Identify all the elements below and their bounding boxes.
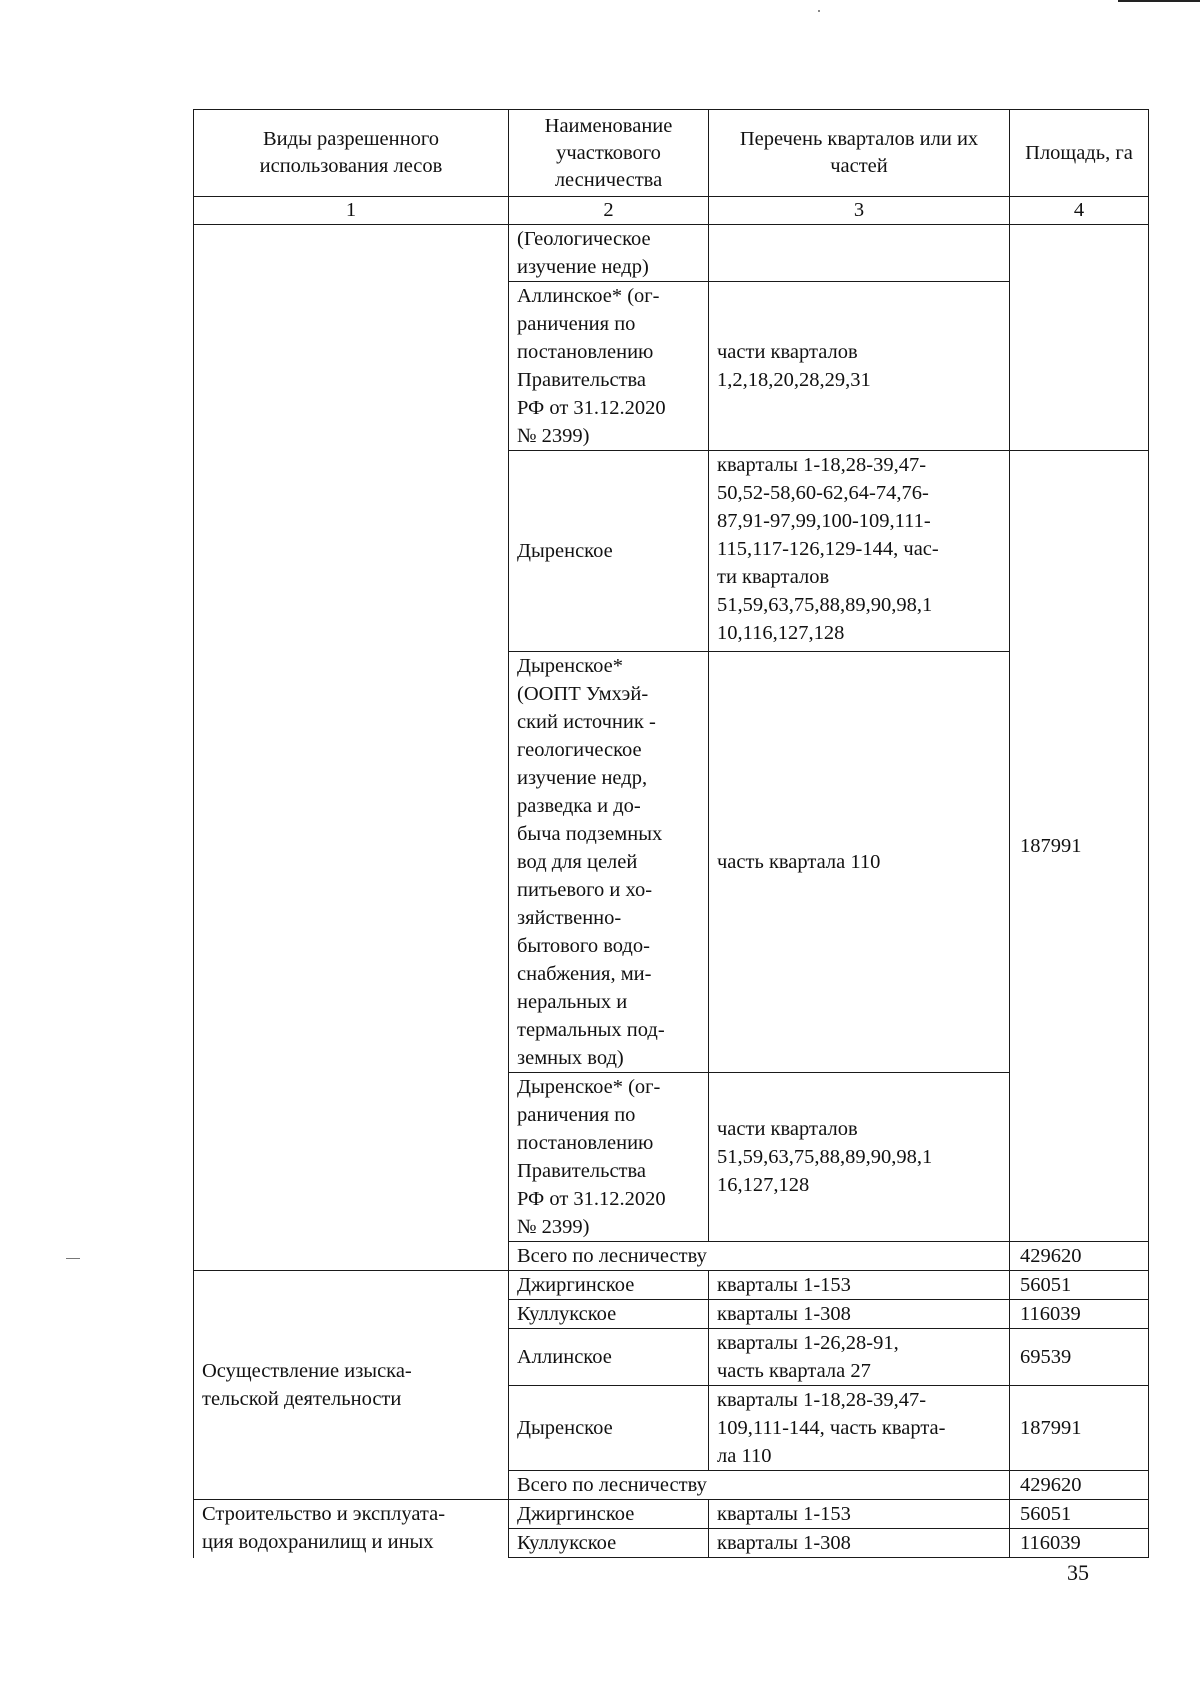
quarters-cell: кварталы 1-18,28-39,47- 50,52-58,60-62,64-74,76- 87,91-97,99,100-109,111- 115,117-126,129-144, час- ти кварталов 51,59,63,75,88,89,90,98,1 10,116,127,128 xyxy=(709,451,1010,652)
table-row xyxy=(194,1500,1149,1529)
use-type-cell: Осуществление изыска- тельской деятельности xyxy=(194,1271,509,1500)
total-label: Всего по лесничеству xyxy=(509,1242,1010,1271)
area-cell: 56051 xyxy=(1010,1271,1149,1300)
use-type-cell: Строительство и эксплуата- ция водохранилищ и иных xyxy=(194,1500,509,1558)
forestry-cell: Дыренское* (ООПТ Умхэй- ский источник - геологическое изучение недр, разведка и до- быча подземных вод для целей питьевого и хо- зяйственно- бытового водо- снабжения, ми- неральных и термальных под- земных вод) xyxy=(509,652,709,1073)
column-number: 2 xyxy=(509,197,709,225)
quarters-cell: части кварталов 51,59,63,75,88,89,90,98,1 16,127,128 xyxy=(709,1073,1010,1242)
forestry-cell: Дыренское* (ог- раничения по постановлению Правительства РФ от 31.12.2020 № 2399) xyxy=(509,1073,709,1242)
scan-mark xyxy=(66,1258,80,1259)
forestry-cell: Куллукское xyxy=(509,1529,709,1558)
column-number: 3 xyxy=(709,197,1010,225)
header-forestry: Наименование участкового лесничества xyxy=(509,110,709,197)
quarters-cell: части кварталов 1,2,18,20,28,29,31 xyxy=(709,282,1010,451)
total-label: Всего по лесничеству xyxy=(509,1471,1010,1500)
total-value: 429620 xyxy=(1010,1471,1149,1500)
area-cell: 187991 xyxy=(1010,1386,1149,1471)
area-cell: 69539 xyxy=(1010,1329,1149,1386)
header-area: Площадь, га xyxy=(1010,110,1149,197)
area-cell: 116039 xyxy=(1010,1529,1149,1558)
quarters-cell: кварталы 1-308 xyxy=(709,1300,1010,1329)
column-number: 4 xyxy=(1010,197,1149,225)
forestry-cell: Джиргинское xyxy=(509,1500,709,1529)
forestry-cell: Куллукское xyxy=(509,1300,709,1329)
forestry-cell: Дыренское xyxy=(509,451,709,652)
forestry-cell: Аллинское xyxy=(509,1329,709,1386)
total-value: 429620 xyxy=(1010,1242,1149,1271)
table-row xyxy=(194,1271,1149,1300)
column-number: 1 xyxy=(194,197,509,225)
scan-speck xyxy=(818,10,820,12)
area-cell-empty xyxy=(1010,225,1149,451)
header-row xyxy=(194,110,1149,197)
area-cell: 116039 xyxy=(1010,1300,1149,1329)
quarters-cell: кварталы 1-26,28-91, часть квартала 27 xyxy=(709,1329,1010,1386)
use-type-cell-empty xyxy=(194,225,509,1271)
forest-use-table xyxy=(193,109,1149,1558)
quarters-cell: кварталы 1-153 xyxy=(709,1500,1010,1529)
header-use-type: Виды разрешенного использования лесов xyxy=(194,110,509,197)
quarters-cell: кварталы 1-308 xyxy=(709,1529,1010,1558)
forestry-cell: Джиргинское xyxy=(509,1271,709,1300)
header-quarters: Перечень кварталов или их частей xyxy=(709,110,1010,197)
quarters-cell: часть квартала 110 xyxy=(709,652,1010,1073)
quarters-cell: кварталы 1-18,28-39,47- 109,111-144, часть кварта- ла 110 xyxy=(709,1386,1010,1471)
area-cell: 187991 xyxy=(1010,451,1149,1242)
forestry-cell: Аллинское* (ог- раничения по постановлению Правительства РФ от 31.12.2020 № 2399) xyxy=(509,282,709,451)
forestry-cell: Дыренское xyxy=(509,1386,709,1471)
forestry-cell: (Геологическое изучение недр) xyxy=(509,225,709,282)
area-cell: 56051 xyxy=(1010,1500,1149,1529)
page-number: 35 xyxy=(1067,1560,1089,1585)
table-row xyxy=(194,225,1149,282)
page-edge-mark xyxy=(1118,0,1200,2)
quarters-cell: кварталы 1-153 xyxy=(709,1271,1010,1300)
quarters-cell xyxy=(709,225,1010,282)
column-numbers-row xyxy=(194,197,1149,225)
